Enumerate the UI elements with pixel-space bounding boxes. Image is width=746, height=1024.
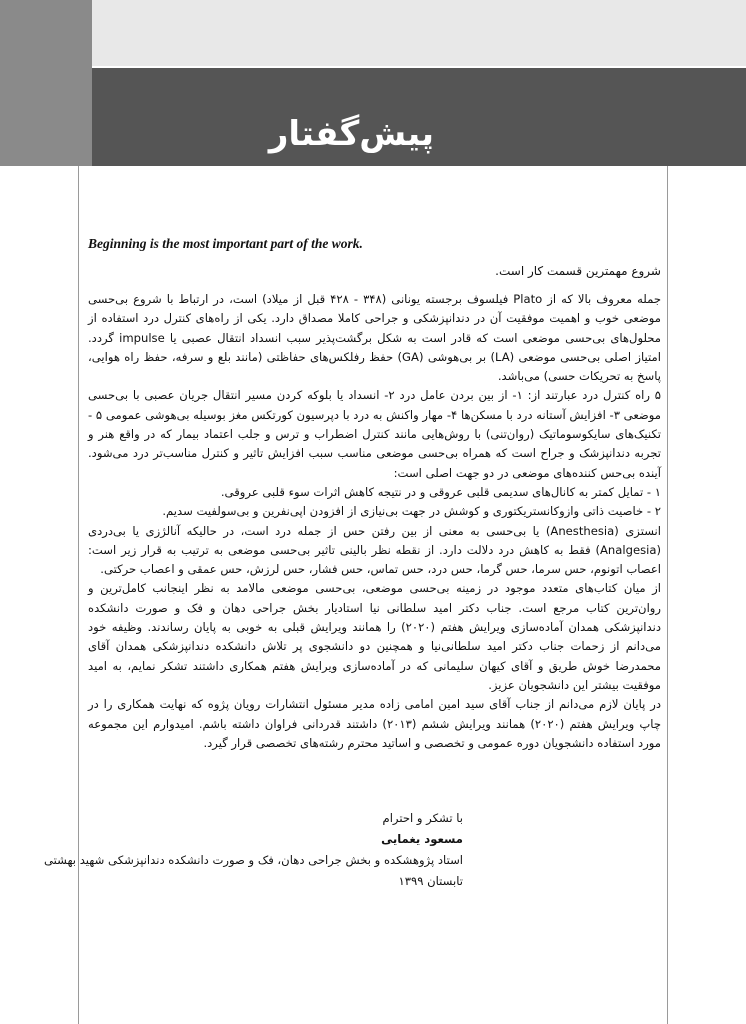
paragraph: در پایان لازم می‌دانم از جناب آقای سید امین امامی زاده مدیر مسئول انتشارات رویان پژوه که نهایت همکاری را در چاپ ویرایش هفتم (۲۰۲۰) همانند ویرایش ششم (۲۰۱۳) داشتند قدردانی فراوان داشته باشم. امیدوارم این مجموعه مورد استفاده دانشجویان دوره عمومی و تخصصی و اساتید محترم رشته‌های تخصصی قرار گیرد.: [88, 697, 662, 750]
english-quote: Beginning is the most important part of the work.: [88, 236, 363, 251]
page-title: پیش‌گفتار: [268, 114, 434, 154]
paragraph: جمله معروف بالا که از Plato فیلسوف برجسته یونانی (۳۴۸ - ۴۲۸ قبل از میلاد) است، در ارتباط با شروع بی‌حسی موضعی خوب و اهمیت موفقیت آن در دندانپزشکی و جراحی کاملا مصداق دارد. یکی از راه‌های کنترل درد استفاده از محلول‌های بی‌حسی موضعی است که قادر است به شکل برگشت‌پذیر سبب انسداد انتقال عصبی یا impulse گردد. امتیاز اصلی بی‌حسی موضعی (LA) بر بی‌هوشی (GA) حفظ رفلکس‌های حفاظتی (مانند بلع و سرفه، حفظ راه هوایی، پاسخ به تحریکات حسی) می‌باشد.: [88, 292, 661, 384]
signature-date: تابستان ۱۳۹۹: [398, 874, 463, 888]
list-item: ۲ - خاصیت ذاتی وازوکانستریکتوری و کوشش در جهت بی‌نیازی از افزودن اپی‌نفرین و بی‌سولفیت سدیم.: [162, 504, 661, 519]
signature-block: [44, 808, 463, 892]
persian-quote: شروع مهمترین قسمت کار است.: [495, 264, 661, 278]
top-light-band: [92, 0, 746, 66]
body-text: [88, 290, 661, 753]
author-position: استاد پژوهشکده و بخش جراحی دهان، فک و صورت دانشکده دندانپزشکی شهید بهشتی: [43, 853, 463, 867]
author-name: مسعود یغمایی: [381, 832, 463, 846]
paragraph: ۵ راه کنترل درد عبارتند از: ۱- از بین بردن عامل درد ۲- انسداد یا بلوکه کردن مسیر انتقال جریان عصبی با بی‌حسی موضعی ۳- افزایش آستانه درد با مسکن‌ها ۴- مهار واکنش به درد با دپرسیون کورتکس مغز بوسیله بی‌هوشی عمومی ۵ - تکنیک‌های سایکوسوماتیک (روان‌تنی) با روش‌هایی مانند کنترل اضطراب و ترس و جلب اعتماد بیمار که در واقع هنر و تجربه دندانپزشک و جراح است که همراه بی‌حسی موضعی مناسب سبب افزایش تاثیر و کنترل مناسب‌تر درد می‌شود. آینده بی‌حس کننده‌های موضعی در دو جهت اصلی است:: [88, 388, 661, 480]
main-content: [88, 236, 661, 753]
list-item: ۱ - تمایل کمتر به کانال‌های سدیمی قلبی عروقی و در نتیجه کاهش اثرات سوء قلبی عروقی.: [220, 484, 661, 499]
paragraph: از میان کتاب‌های متعدد موجود در زمینه بی‌حسی موضعی، بی‌حسی موضعی مالامد به نظر اینجانب کامل‌ترین و روان‌ترین کتاب مرجع است. جناب دکتر امید سلطانی نیا استادیار بخش جراحی دهان و فک و صورت دانشکده دندانپزشکی همدان آماده‌سازی ویرایش هفتم (۲۰۲۰) را همانند ویرایش قبلی به خوبی به پایان رساندند. وظیفه خود می‌دانم از زحمات جناب دکتر امید سلطانی‌نیا و همچنین دو دانشجوی پر تلاش دانشکده دندانپزشکی همدان آقای محمدرضا خوش طریق و آقای کیهان سلیمانی که در آماده‌سازی ویرایش هفتم همکاری داشتند تشکر نمایم، به امید موفقیت بیشتر این دانشجویان عزیز.: [88, 581, 661, 692]
paragraph: انستزی (Anesthesia) یا بی‌حسی به معنی از بین رفتن حس از جمله درد است، در حالیکه آنالژزی یا بی‌دردی (Analgesia) فقط به کاهش درد دلالت دارد. از نقطه نظر بالینی تاثیر بی‌حسی موضعی به ترتیب به قرار زیر است: اعصاب اتونوم، حس سرما، حس گرما، حس درد، حس تماس، حس فشار، حس لرزش، حس عمقی و اعصاب حرکتی.: [88, 523, 661, 577]
signature-greeting: با تشکر و احترام: [382, 811, 463, 825]
left-gray-band: [0, 0, 92, 166]
